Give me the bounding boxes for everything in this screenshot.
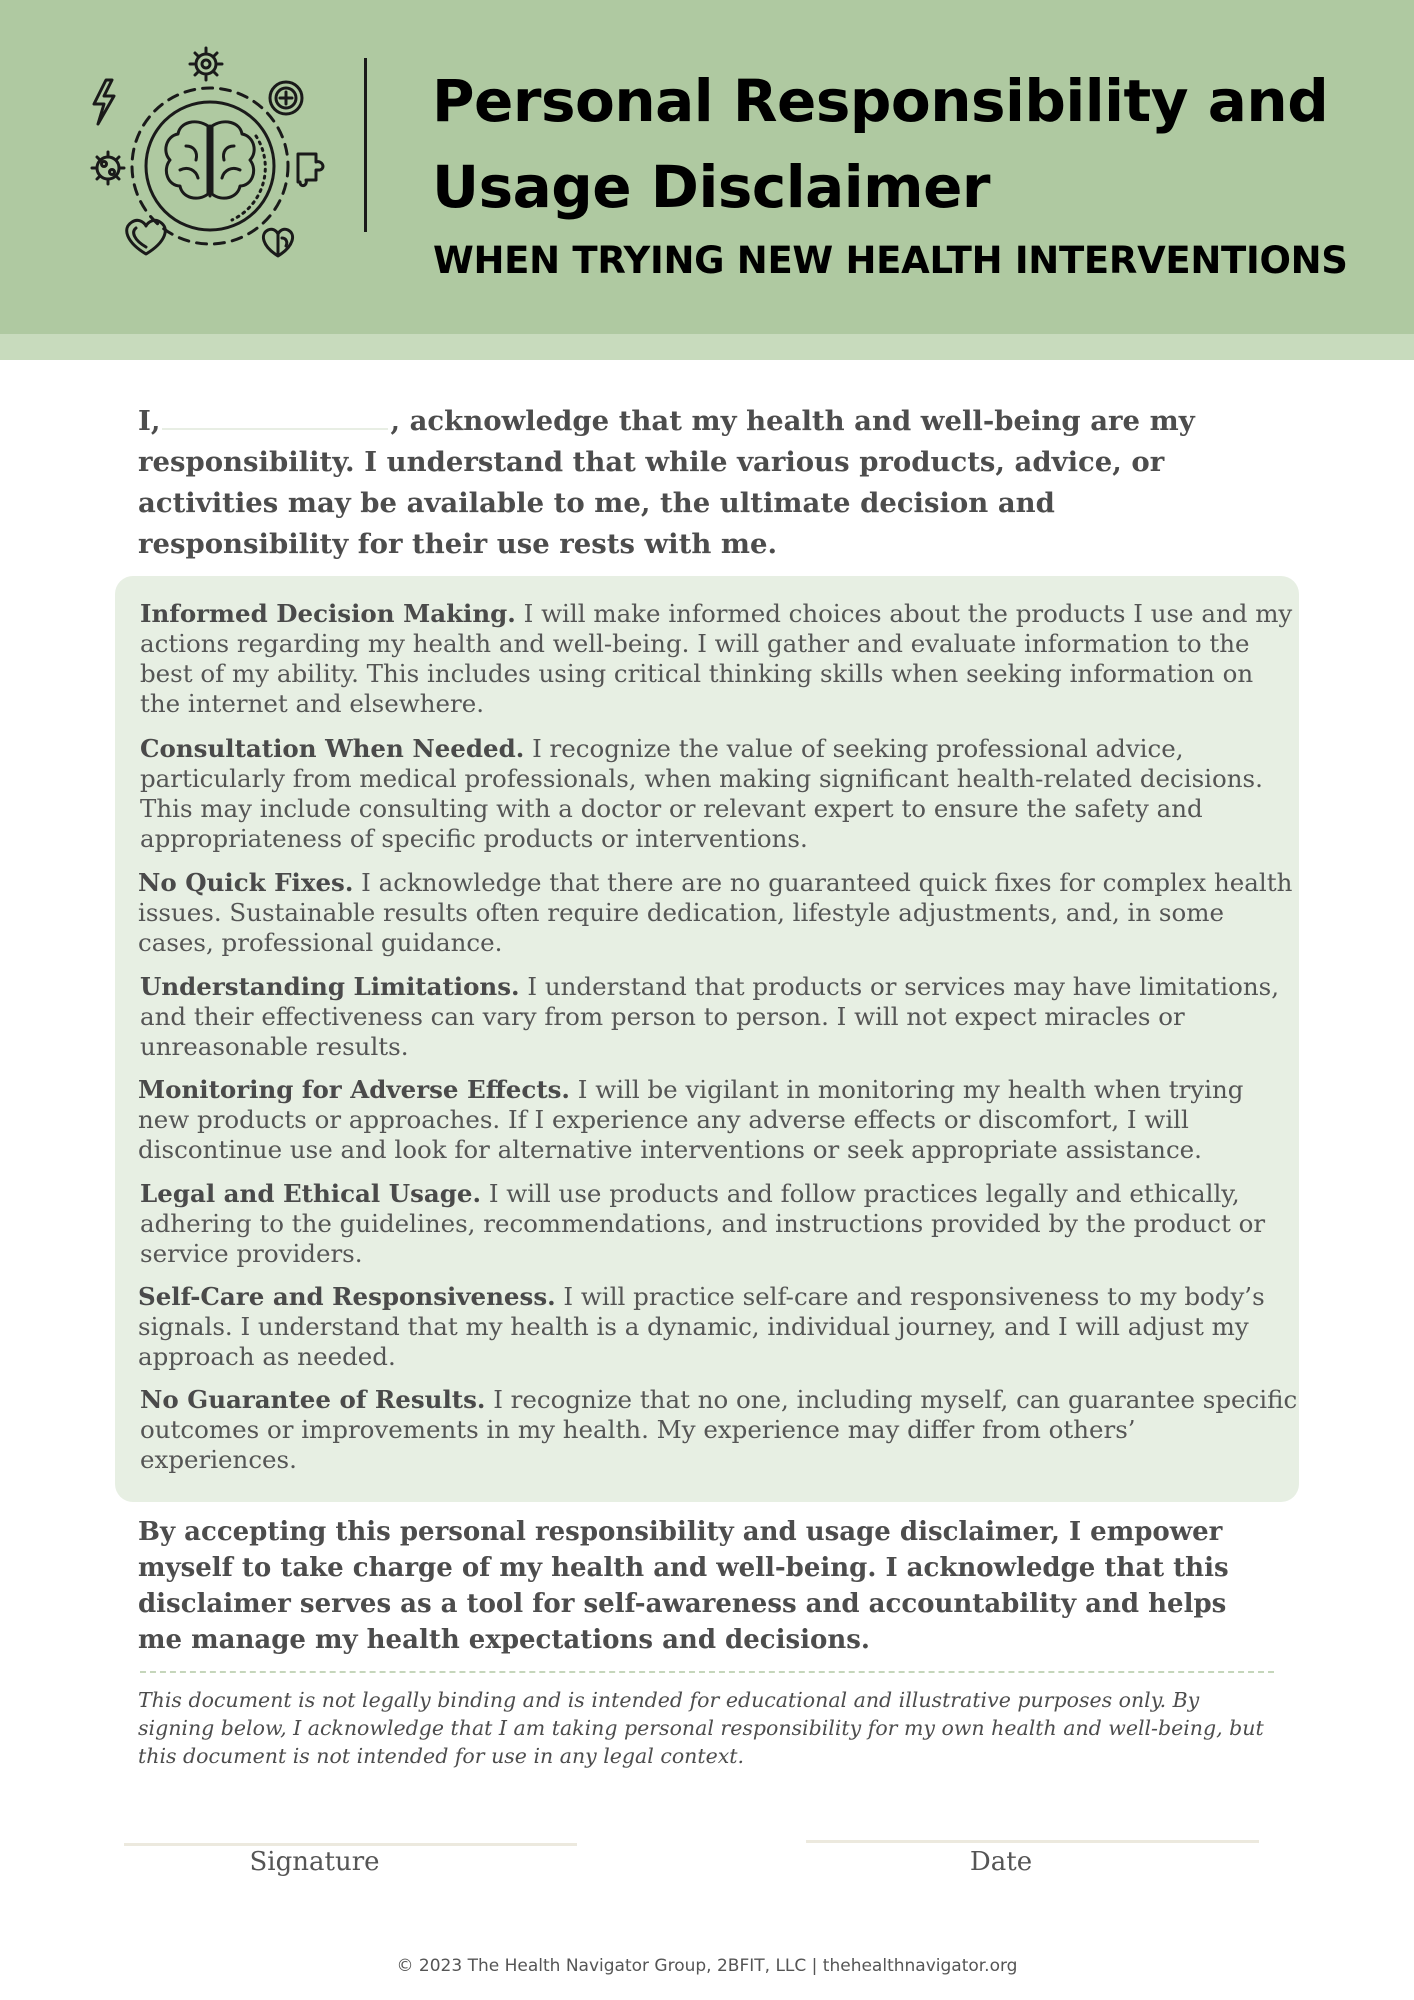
item-title: Monitoring for Adverse Effects. (138, 1075, 570, 1104)
item-body: I will practice self-care and responsiveness to my body’s signals. I understand that my health is a dynamic, individual journey, and I will adjust my approach as needed. (138, 1282, 1265, 1371)
item-body: I will use products and follow practices legally and ethically, adhering to the guidelines, recommendations, and instructions provided by the product or service providers. (140, 1179, 1266, 1268)
name-field[interactable] (162, 398, 388, 430)
heart-icon (127, 220, 166, 254)
brain-icon (166, 122, 254, 198)
brain-heart-icon (263, 229, 292, 256)
closing-statement: By accepting this personal responsibility and usage disclaimer, I empower myself to take charge of my health and well-being. I acknowledge that this disclaimer serves as a tool for self-awareness and accountability and helps me manage my health expectations and decisions. (138, 1517, 1229, 1655)
item-body: I acknowledge that there are no guaranteed quick fixes for complex health issues. Sustainable results often require dedication, lifestyle adjustments, and, in some cases, professional guidance. (138, 868, 1293, 957)
signature-label: Signature (249, 1847, 380, 1877)
page-title: Personal Responsibility and Usage Disclaimer (432, 67, 1329, 221)
list-item (140, 734, 1300, 854)
item-body: I recognize that no one, including myself, can guarantee specific outcomes or improvements in my health. My experience may differ from others’ experiences. (140, 1385, 1298, 1474)
page-subtitle: WHEN TRYING NEW HEALTH INTERVENTIONS (433, 239, 1348, 282)
gear-icon (190, 48, 222, 80)
logo-divider (364, 58, 367, 232)
virus-icon (92, 152, 124, 184)
list-item (140, 1385, 1300, 1475)
list-item (138, 1282, 1298, 1372)
item-title: Consultation When Needed. (140, 734, 525, 763)
item-body: I will be vigilant in monitoring my health when trying new products or approaches. If I experience any adverse effects or discomfort, I will discontinue use and look for alternative interventions or seek appropriate assistance. (138, 1075, 1244, 1164)
puzzle-icon (298, 154, 323, 186)
item-title: No Guarantee of Results. (140, 1385, 486, 1414)
legal-disclaimer: This document is not legally binding and is intended for educational and illustrative purposes only. By signing below, I acknowledge that I am taking personal responsibility for my own health and well-being, but this document is not intended for use in any legal context. (138, 1688, 1264, 1768)
list-item (138, 868, 1298, 958)
date-label: Date (969, 1847, 1033, 1877)
list-item (138, 1075, 1298, 1165)
intro-statement (138, 398, 1268, 565)
list-item (140, 599, 1300, 719)
intro-text: , acknowledge that my health and well-being are my responsibility. I understand that while various products, advice, or activities may be available to me, the ultimate decision and responsibility for their use rests with me. (138, 405, 1195, 560)
item-title: Self-Care and Responsiveness. (138, 1282, 556, 1311)
health-logo (82, 42, 332, 272)
item-body: I recognize the value of seeking professional advice, particularly from medical professionals, when making significant health-related decisions. This may include consulting with a doctor or relevant expert to ensure the safety and appropriateness of specific products or interventions. (140, 734, 1263, 853)
plus-circle-icon (270, 82, 302, 114)
header-band (0, 334, 1414, 360)
item-title: No Quick Fixes. (138, 868, 354, 897)
item-title: Informed Decision Making. (140, 599, 516, 628)
item-title: Legal and Ethical Usage. (140, 1179, 482, 1208)
intro-prefix: I, (138, 405, 161, 437)
item-title: Understanding Limitations. (140, 972, 520, 1001)
footer-copyright: © 2023 The Health Navigator Group, 2BFIT, LLC | thehealthnavigator.org (396, 1956, 1018, 1976)
item-body: I understand that products or services may have limitations, and their effectiveness can vary from person to person. I will not expect miracles or unreasonable results. (140, 972, 1279, 1061)
lightning-icon (94, 80, 114, 124)
item-body: I will make informed choices about the products I use and my actions regarding my health and well-being. I will gather and evaluate information to the best of my ability. This includes using critical thinking skills when seeking information on the internet and elsewhere. (140, 599, 1293, 718)
list-item (140, 972, 1300, 1062)
dashed-divider (140, 1671, 1274, 1673)
list-item (140, 1179, 1300, 1269)
